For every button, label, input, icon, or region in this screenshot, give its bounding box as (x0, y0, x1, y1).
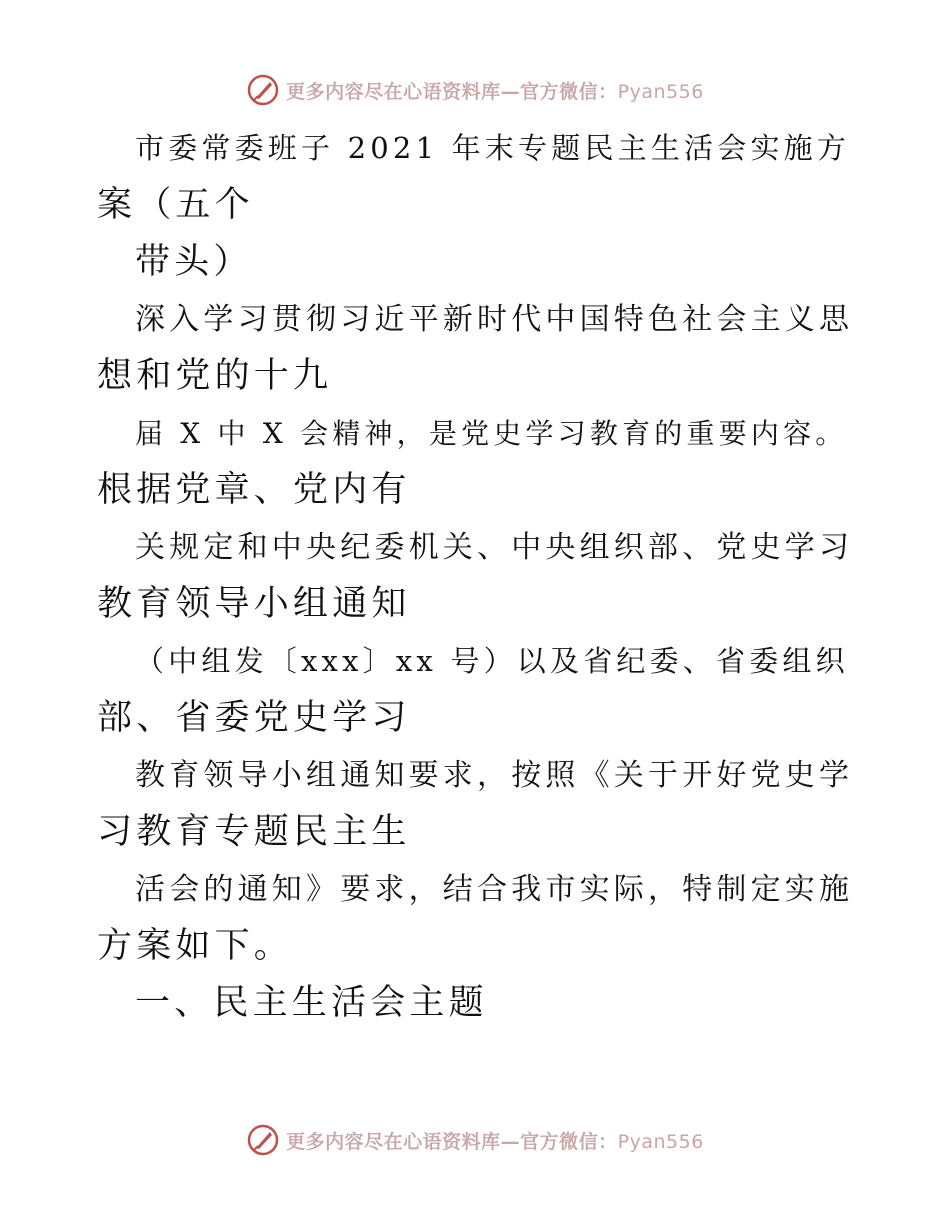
text-line: 教育领导小组通知要求，按照《关于开好党史学 (135, 758, 854, 793)
text-line: 习教育专题民主生 (97, 812, 411, 852)
text-line: 方案如下。 (97, 926, 294, 966)
text-line: 部、省委党史学习 (97, 698, 411, 738)
footer-watermark (0, 1120, 950, 1160)
text-line: 想和党的十九 (97, 356, 333, 396)
header-watermark (0, 70, 950, 110)
text-line: 届 X 中 X 会精神，是党史学习教育的重要内容。 (135, 417, 848, 450)
text-line: 关规定和中央纪委机关、中央组织部、党史学习 (135, 530, 854, 565)
quill-logo-icon (246, 73, 280, 107)
text-line: 教育领导小组通知 (97, 584, 411, 624)
watermark-text: 更多内容尽在心语资料库—官方微信：Pyan556 (286, 80, 704, 103)
text-line: 活会的通知》要求，结合我市实际，特制定实施 (135, 872, 854, 907)
text-line: 深入学习贯彻习近平新时代中国特色社会主义思 (135, 302, 854, 337)
document-body (97, 120, 857, 1032)
text-line: 根据党章、党内有 (97, 470, 411, 510)
quill-logo-icon (246, 1123, 280, 1157)
text-line: 市委常委班子 2021 年末专题民主生活会实施方 (135, 131, 851, 165)
text-line: （中组发〔xxx〕xx 号）以及省纪委、省委组织 (135, 644, 849, 678)
text-line: 案（五个 (97, 185, 254, 225)
watermark-text: 更多内容尽在心语资料库—官方微信：Pyan556 (286, 1130, 704, 1153)
text-line: 一、民主生活会主题 (135, 983, 488, 1023)
text-line: 带头） (135, 242, 253, 282)
